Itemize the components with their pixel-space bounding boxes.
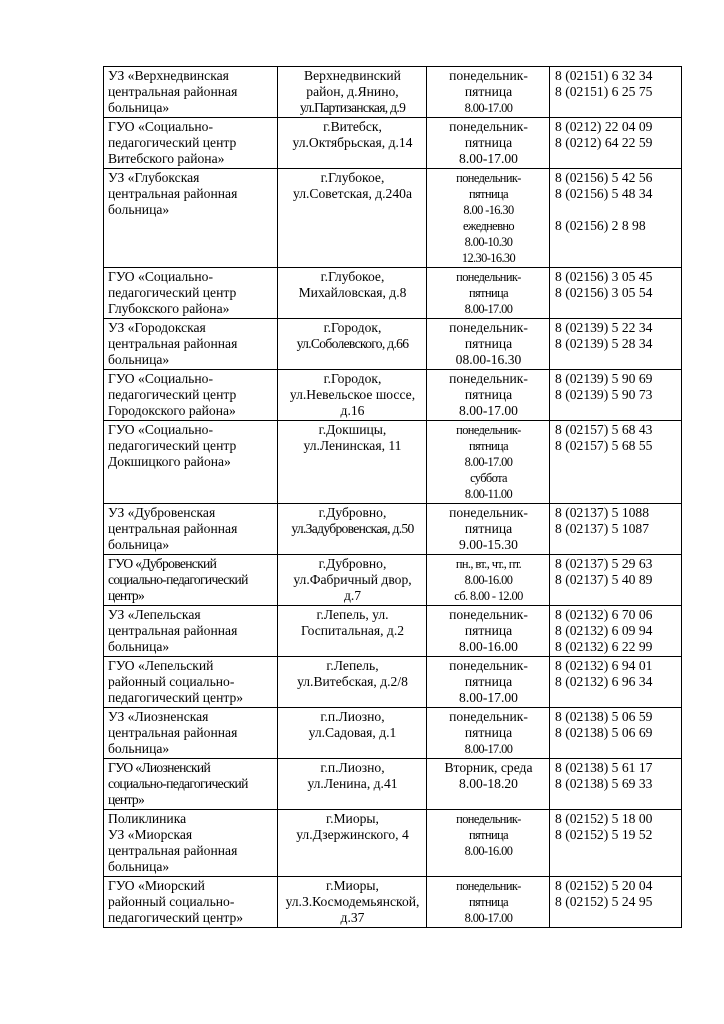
hours-line: 8.00-16.00 bbox=[464, 844, 513, 858]
org-name-cell bbox=[104, 504, 278, 555]
org-line: педагогический центр bbox=[108, 135, 237, 150]
hours-line: пятница bbox=[464, 336, 513, 351]
hours-line: 8.00-17.00 bbox=[459, 690, 518, 705]
phones-line: 8 (02137) 5 40 89 bbox=[555, 572, 653, 587]
hours-line: понедельник- bbox=[449, 607, 528, 622]
phones-cell bbox=[550, 810, 682, 877]
address-line: Госпитальная, д.2 bbox=[300, 623, 405, 638]
address-line: г.п.Лиозно, bbox=[320, 760, 385, 775]
phones-line: 8 (02132) 6 09 94 bbox=[555, 623, 653, 638]
org-line: УЗ «Дубровенская bbox=[108, 505, 216, 520]
phones-line: 8 (02137) 5 29 63 bbox=[555, 556, 653, 571]
org-name-cell bbox=[104, 555, 278, 606]
org-line: больница» bbox=[108, 639, 170, 654]
org-line: УЗ «Миорская bbox=[108, 827, 193, 842]
address-line: ул.Советская, д.240а bbox=[293, 186, 412, 201]
hours-cell bbox=[427, 555, 550, 606]
phones-line: 8 (02152) 5 19 52 bbox=[555, 827, 653, 842]
table-row bbox=[104, 759, 682, 810]
org-line: районный социально- bbox=[108, 894, 235, 909]
table-row bbox=[104, 169, 682, 268]
org-line: педагогический центр bbox=[108, 387, 237, 402]
phones-cell bbox=[550, 606, 682, 657]
org-line: ГУО «Лепельский bbox=[108, 658, 214, 673]
address-line: г.Городок, bbox=[323, 320, 382, 335]
org-line: больница» bbox=[108, 202, 170, 217]
address-line: г.Дубровно, bbox=[318, 505, 387, 520]
phones-line: 8 (02139) 5 90 69 bbox=[555, 371, 653, 386]
address-line: ул.З.Космодемьянской, bbox=[285, 894, 420, 909]
org-name-cell bbox=[104, 708, 278, 759]
org-line: больница» bbox=[108, 352, 170, 367]
phones-line: 8 (02137) 5 1087 bbox=[555, 521, 650, 536]
table-row bbox=[104, 504, 682, 555]
address-line: Верхнедвинский bbox=[304, 68, 401, 83]
hours-line: 8.00-17.00 bbox=[459, 151, 518, 166]
address-line: район, д.Янино, bbox=[306, 84, 399, 99]
hours-line: пятница bbox=[469, 895, 508, 909]
phones-line: 8 (02156) 5 42 56 bbox=[555, 170, 653, 185]
hours-line: пятница bbox=[464, 521, 513, 536]
phones-line: 8 (02137) 5 1088 bbox=[555, 505, 650, 520]
org-line: центральная районная bbox=[108, 84, 238, 99]
hours-line: понедельник- bbox=[449, 320, 528, 335]
org-name-cell bbox=[104, 877, 278, 928]
org-line: ГУО «Миорский bbox=[108, 878, 205, 893]
org-line: УЗ «Верхнедвинская bbox=[108, 68, 229, 83]
address-line: г.Витебск, bbox=[323, 119, 382, 134]
org-name-cell bbox=[104, 67, 278, 118]
org-name-cell bbox=[104, 606, 278, 657]
org-line: социально-педагогический bbox=[108, 572, 248, 587]
hours-cell bbox=[427, 67, 550, 118]
org-line: ГУО «Социально- bbox=[108, 119, 213, 134]
hours-line: 12.30-16.30 bbox=[461, 251, 516, 265]
address-line: Михайловская, д.8 bbox=[298, 285, 407, 300]
hours-cell bbox=[427, 319, 550, 370]
hours-line: 8.00-17.00 bbox=[464, 911, 513, 925]
hours-line: Вторник, среда bbox=[444, 760, 533, 775]
table-row bbox=[104, 67, 682, 118]
address-cell bbox=[278, 708, 427, 759]
phones-line: 8 (02139) 5 28 34 bbox=[555, 336, 653, 351]
org-name-cell bbox=[104, 657, 278, 708]
address-cell bbox=[278, 877, 427, 928]
table-row bbox=[104, 555, 682, 606]
org-line: Витебского района» bbox=[108, 151, 225, 166]
phones-line: 8 (02139) 5 90 73 bbox=[555, 387, 653, 402]
org-line: педагогический центр» bbox=[108, 690, 244, 705]
address-line: г.Дубровно, bbox=[318, 556, 387, 571]
org-line: УЗ «Городокская bbox=[108, 320, 206, 335]
address-line: г.Глубокое, bbox=[320, 170, 385, 185]
hours-line: пятница bbox=[464, 84, 513, 99]
org-line: ГУО «Социально- bbox=[108, 269, 213, 284]
hours-line: 8.00-18.20 bbox=[459, 776, 518, 791]
hours-line: 8.00 -16.30 bbox=[463, 203, 514, 217]
phones-line: 8 (02132) 6 96 34 bbox=[555, 674, 653, 689]
address-cell bbox=[278, 421, 427, 504]
address-cell bbox=[278, 268, 427, 319]
hours-line: пятница bbox=[469, 286, 508, 300]
hours-line: 8.00-16.00 bbox=[459, 639, 518, 654]
hours-line: понедельник- bbox=[456, 270, 521, 284]
org-line: Городокского района» bbox=[108, 403, 236, 418]
address-line: г.Лепель, bbox=[326, 658, 379, 673]
hours-line: 08.00-16.30 bbox=[455, 352, 522, 367]
org-line: центральная районная bbox=[108, 725, 238, 740]
address-line: г.Докшицы, bbox=[318, 422, 387, 437]
hours-line: пятница bbox=[469, 187, 508, 201]
address-line: ул.Витебская, д.2/8 bbox=[297, 674, 408, 689]
address-line: г.п.Лиозно, bbox=[320, 709, 385, 724]
phones-line: 8 (02139) 5 22 34 bbox=[555, 320, 653, 335]
hours-cell bbox=[427, 169, 550, 268]
address-line: г.Городок, bbox=[323, 371, 382, 386]
hours-line: пятница bbox=[464, 387, 513, 402]
org-line: больница» bbox=[108, 741, 170, 756]
table-row bbox=[104, 268, 682, 319]
hours-line: понедельник- bbox=[456, 879, 521, 893]
phones-line: 8 (0212) 64 22 59 bbox=[555, 135, 653, 150]
phones-line: 8 (02138) 5 06 69 bbox=[555, 725, 653, 740]
phones-cell bbox=[550, 319, 682, 370]
phones-cell bbox=[550, 555, 682, 606]
phones-cell bbox=[550, 708, 682, 759]
hours-cell bbox=[427, 606, 550, 657]
hours-line: понедельник- bbox=[456, 812, 521, 826]
phones-cell bbox=[550, 504, 682, 555]
org-name-cell bbox=[104, 421, 278, 504]
hours-cell bbox=[427, 370, 550, 421]
phones-cell bbox=[550, 421, 682, 504]
phones-line: 8 (02132) 6 94 01 bbox=[555, 658, 653, 673]
org-line: Докшицкого района» bbox=[108, 454, 231, 469]
hours-line: пятница bbox=[464, 725, 513, 740]
org-line: УЗ «Лиозненская bbox=[108, 709, 209, 724]
address-cell bbox=[278, 759, 427, 810]
hours-line: пн., вт., чт., пт. bbox=[455, 557, 522, 571]
phones-line: 8 (02157) 5 68 55 bbox=[555, 438, 653, 453]
hours-line: 8.00-17.00 bbox=[459, 403, 518, 418]
org-line: педагогический центр bbox=[108, 438, 237, 453]
address-line: ул.Невельское шоссе, bbox=[289, 387, 416, 402]
phones-line: 8 (02151) 6 32 34 bbox=[555, 68, 653, 83]
phones-line: 8 (02156) 3 05 45 bbox=[555, 269, 653, 284]
org-name-cell bbox=[104, 759, 278, 810]
org-name-cell bbox=[104, 268, 278, 319]
hours-line: понедельник- bbox=[449, 709, 528, 724]
address-line: ул.Октябрьская, д.14 bbox=[292, 135, 413, 150]
table-row bbox=[104, 370, 682, 421]
address-line: ул.Ленина, д.41 bbox=[307, 776, 398, 791]
hours-line: 8.00-17.00 bbox=[464, 101, 513, 115]
org-line: больница» bbox=[108, 537, 170, 552]
hours-cell bbox=[427, 118, 550, 169]
phones-cell bbox=[550, 877, 682, 928]
phones-cell bbox=[550, 67, 682, 118]
address-line: д.16 bbox=[340, 403, 365, 418]
hours-line: 8.00-16.00 bbox=[464, 573, 513, 587]
phones-line: 8 (02152) 5 20 04 bbox=[555, 878, 653, 893]
org-name-cell bbox=[104, 370, 278, 421]
hours-line: сб. 8.00 - 12.00 bbox=[454, 589, 523, 603]
address-cell bbox=[278, 606, 427, 657]
hours-cell bbox=[427, 421, 550, 504]
hours-line: пятница bbox=[464, 623, 513, 638]
hours-cell bbox=[427, 504, 550, 555]
hours-line: пятница bbox=[464, 674, 513, 689]
address-cell bbox=[278, 810, 427, 877]
phones-line: 8 (02138) 5 69 33 bbox=[555, 776, 653, 791]
org-line: Поликлиника bbox=[108, 811, 187, 826]
org-line: центр» bbox=[108, 588, 145, 603]
institutions-table bbox=[103, 66, 682, 928]
hours-line: ежедневно bbox=[463, 219, 514, 233]
table-row bbox=[104, 319, 682, 370]
phones-cell bbox=[550, 657, 682, 708]
hours-line: понедельник- bbox=[449, 505, 528, 520]
org-line: педагогический центр bbox=[108, 285, 237, 300]
table-row bbox=[104, 657, 682, 708]
phones-line: 8 (02132) 6 22 99 bbox=[555, 639, 653, 654]
hours-cell bbox=[427, 657, 550, 708]
phones-line: 8 (02156) 3 05 54 bbox=[555, 285, 653, 300]
org-line: социально-педагогический bbox=[108, 776, 248, 791]
table-row bbox=[104, 118, 682, 169]
phones-line: 8 (02152) 5 18 00 bbox=[555, 811, 653, 826]
phones-line: 8 (02138) 5 06 59 bbox=[555, 709, 653, 724]
phones-line: 8 (02138) 5 61 17 bbox=[555, 760, 653, 775]
table-row bbox=[104, 421, 682, 504]
phones-cell bbox=[550, 118, 682, 169]
org-name-cell bbox=[104, 810, 278, 877]
hours-line: пятница bbox=[464, 135, 513, 150]
hours-line: 8.00-10.30 bbox=[464, 235, 513, 249]
address-cell bbox=[278, 319, 427, 370]
address-line: ул.Соболевского, д.66 bbox=[296, 336, 409, 351]
phones-line: 8 (02132) 6 70 06 bbox=[555, 607, 653, 622]
hours-cell bbox=[427, 268, 550, 319]
hours-line: понедельник- bbox=[449, 68, 528, 83]
hours-line: понедельник- bbox=[449, 371, 528, 386]
phones-cell bbox=[550, 370, 682, 421]
org-line: центральная районная bbox=[108, 186, 238, 201]
hours-line: 8.00-17.00 bbox=[464, 455, 513, 469]
phones-line: 8 (02156) 5 48 34 bbox=[555, 186, 653, 201]
document-page bbox=[103, 66, 668, 928]
hours-line: 8.00-17.00 bbox=[464, 302, 513, 316]
address-line: ул.Задубровенская, д.50 bbox=[291, 521, 414, 536]
address-cell bbox=[278, 67, 427, 118]
org-line: больница» bbox=[108, 859, 170, 874]
org-line: ГУО «Социально- bbox=[108, 371, 213, 386]
phones-line: 8 (02151) 6 25 75 bbox=[555, 84, 653, 99]
hours-line: 8.00-11.00 bbox=[464, 487, 513, 501]
org-line: центральная районная bbox=[108, 521, 238, 536]
org-line: ГУО «Дубровенский bbox=[108, 556, 217, 571]
phones-line: 8 (02157) 5 68 43 bbox=[555, 422, 653, 437]
hours-cell bbox=[427, 708, 550, 759]
hours-line: понедельник- bbox=[456, 171, 521, 185]
phones-line: 8 (0212) 22 04 09 bbox=[555, 119, 653, 134]
address-cell bbox=[278, 555, 427, 606]
phones-line bbox=[555, 202, 678, 218]
org-name-cell bbox=[104, 319, 278, 370]
phones-line: 8 (02152) 5 24 95 bbox=[555, 894, 653, 909]
address-line: г.Миоры, bbox=[326, 811, 379, 826]
org-name-cell bbox=[104, 169, 278, 268]
address-line: д.37 bbox=[340, 910, 365, 925]
org-line: педагогический центр» bbox=[108, 910, 244, 925]
hours-line: 9.00-15.30 bbox=[459, 537, 518, 552]
table-row bbox=[104, 877, 682, 928]
address-line: ул.Партизанская, д.9 bbox=[299, 100, 406, 115]
address-line: ул.Дзержинского, 4 bbox=[296, 827, 409, 842]
hours-cell bbox=[427, 877, 550, 928]
org-line: центр» bbox=[108, 792, 145, 807]
org-name-cell bbox=[104, 118, 278, 169]
address-cell bbox=[278, 370, 427, 421]
hours-line: пятница bbox=[469, 828, 508, 842]
hours-line: пятница bbox=[469, 439, 508, 453]
org-line: УЗ «Лепельская bbox=[108, 607, 201, 622]
org-line: больница» bbox=[108, 100, 170, 115]
table-body bbox=[104, 67, 682, 928]
address-line: ул.Садовая, д.1 bbox=[308, 725, 397, 740]
org-line: ГУО «Социально- bbox=[108, 422, 213, 437]
address-cell bbox=[278, 657, 427, 708]
table-row bbox=[104, 810, 682, 877]
address-line: г.Лепель, ул. bbox=[316, 607, 389, 622]
hours-cell bbox=[427, 810, 550, 877]
org-line: центральная районная bbox=[108, 623, 238, 638]
org-line: центральная районная bbox=[108, 336, 238, 351]
address-cell bbox=[278, 118, 427, 169]
table-row bbox=[104, 606, 682, 657]
address-line: ул.Фабричный двор, bbox=[293, 572, 412, 587]
address-line: г.Глубокое, bbox=[320, 269, 385, 284]
phones-cell bbox=[550, 169, 682, 268]
hours-cell bbox=[427, 759, 550, 810]
address-cell bbox=[278, 169, 427, 268]
hours-line: понедельник- bbox=[449, 119, 528, 134]
address-line: д.7 bbox=[343, 588, 362, 603]
address-line: г.Миоры, bbox=[326, 878, 379, 893]
phones-line: 8 (02156) 2 8 98 bbox=[555, 218, 646, 233]
org-line: центральная районная bbox=[108, 843, 238, 858]
phones-cell bbox=[550, 268, 682, 319]
phones-cell bbox=[550, 759, 682, 810]
hours-line: понедельник- bbox=[456, 423, 521, 437]
org-line: Глубокского района» bbox=[108, 301, 230, 316]
org-line: районный социально- bbox=[108, 674, 235, 689]
hours-line: понедельник- bbox=[449, 658, 528, 673]
address-line: ул.Ленинская, 11 bbox=[303, 438, 402, 453]
address-cell bbox=[278, 504, 427, 555]
org-line: ГУО «Лиозненский bbox=[108, 760, 211, 775]
org-line: УЗ «Глубокская bbox=[108, 170, 200, 185]
hours-line: суббота bbox=[470, 471, 507, 485]
hours-line: 8.00-17.00 bbox=[464, 742, 513, 756]
table-row bbox=[104, 708, 682, 759]
